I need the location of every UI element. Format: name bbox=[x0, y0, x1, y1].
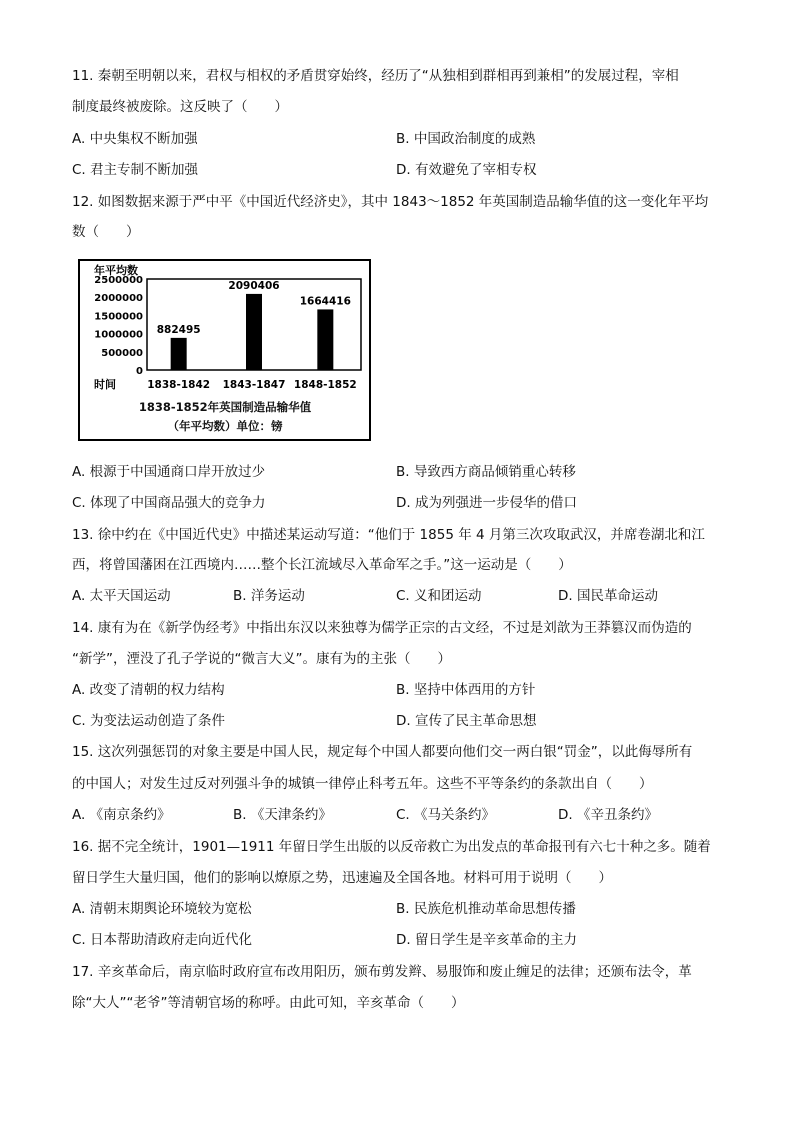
q11-stem-line1: 11. 秦朝至明朝以来，君权与相权的矛盾贯穿始终，经历了“从独相到群相再到兼相”的发展过程，宰相 bbox=[72, 68, 679, 84]
y-axis-title: 年平均数 bbox=[94, 264, 138, 277]
q15-option-a: A. 《南京条约》 bbox=[72, 807, 171, 823]
bar-value-label: 882495 bbox=[156, 323, 201, 336]
q12-stem-line2: 数（ ） bbox=[72, 224, 140, 240]
q12-stem-line1: 12. 如图数据来源于严中平《中国近代经济史》，其中 1843～1852 年英国制造品输华值的这一变化年平均 bbox=[72, 194, 709, 210]
q16-option-c: C. 日本帮助清政府走向近代化 bbox=[72, 932, 253, 948]
bar bbox=[246, 294, 262, 370]
q15-stem-line1: 15. 这次列强惩罚的对象主要是中国人民，规定每个中国人都要向他们交一两白银“罚金”，以此侮辱所有 bbox=[72, 744, 693, 760]
y-tick-label: 0 bbox=[136, 366, 143, 377]
bar-value-label: 2090406 bbox=[228, 279, 280, 292]
q13-option-b: B. 洋务运动 bbox=[233, 588, 305, 604]
q14-stem-line2: “新学”，湮没了孔子学说的“微言大义”。康有为的主张（ ） bbox=[72, 651, 451, 667]
q12-option-a: A. 根源于中国通商口岸开放过少 bbox=[72, 464, 266, 480]
q11-stem-line2: 制度最终被废除。这反映了（ ） bbox=[72, 99, 288, 115]
q13-option-c: C. 义和团运动 bbox=[396, 588, 482, 604]
bar-value-label: 1664416 bbox=[299, 295, 351, 308]
q16-stem-line2: 留日学生大量归国，他们的影响以燎原之势，迅速遍及全国各地。材料可用于说明（ ） bbox=[72, 870, 612, 886]
q14-option-a: A. 改变了清朝的权力结构 bbox=[72, 682, 225, 698]
q17-stem-line1: 17. 辛亥革命后，南京临时政府宣布改用阳历，颁布剪发辫、易服饰和废止缠足的法律；还颁布法令，革 bbox=[72, 964, 692, 980]
y-tick-label: 1000000 bbox=[94, 329, 143, 341]
q12-option-b: B. 导致西方商品倾销重心转移 bbox=[396, 464, 576, 480]
y-tick-label: 2500000 bbox=[94, 275, 143, 286]
q11-option-b: B. 中国政治制度的成熟 bbox=[396, 131, 536, 147]
q14-option-d: D. 宣传了民主革命思想 bbox=[396, 713, 537, 729]
q11-option-d: D. 有效避免了宰相专权 bbox=[396, 162, 537, 178]
q13-option-a: A. 太平天国运动 bbox=[72, 588, 171, 604]
q15-option-b: B. 《天津条约》 bbox=[233, 807, 332, 823]
q14-option-b: B. 坚持中体西用的方针 bbox=[396, 682, 536, 698]
y-tick-label: 500000 bbox=[101, 347, 143, 359]
q13-stem-line1: 13. 徐中约在《中国近代史》中描述某运动写道：“他们于 1855 年 4 月第三次攻取武汉，并席卷湖北和江 bbox=[72, 527, 705, 543]
q12-option-c: C. 体现了中国商品强大的竞争力 bbox=[72, 495, 266, 511]
chart-caption-line2: （年平均数）单位：镑 bbox=[167, 419, 283, 433]
bar-chart bbox=[78, 259, 371, 441]
bar bbox=[171, 338, 187, 370]
bar bbox=[317, 309, 333, 370]
q12-option-d: D. 成为列强进一步侵华的借口 bbox=[396, 495, 577, 511]
q13-option-d: D. 国民革命运动 bbox=[558, 588, 658, 604]
q13-stem-line2: 西，将曾国藩困在江西境内……整个长江流域尽入革命军之手。”这一运动是（ ） bbox=[72, 557, 572, 573]
q16-stem-line1: 16. 据不完全统计，1901—1911 年留日学生出版的以反帝救亡为出发点的革命报刊有六七十种之多。随着 bbox=[72, 839, 711, 855]
x-tick-label: 1838-1842 bbox=[147, 379, 211, 391]
y-tick-label: 2000000 bbox=[94, 293, 143, 305]
chart-caption-line1: 1838-1852年英国制造品输华值 bbox=[138, 400, 312, 414]
chart-plot bbox=[80, 261, 370, 411]
q11-option-a: A. 中央集权不断加强 bbox=[72, 131, 198, 147]
q17-stem-line2: 除“大人”“老爷”等清朝官场的称呼。由此可知，辛亥革命（ ） bbox=[72, 995, 465, 1011]
x-axis-title: 时间 bbox=[94, 378, 116, 391]
q14-option-c: C. 为变法运动创造了条件 bbox=[72, 713, 226, 729]
q15-stem-line2: 的中国人；对发生过反对列强斗争的城镇一律停止科考五年。这些不平等条约的条款出自（ ） bbox=[72, 776, 653, 792]
q14-stem-line1: 14. 康有为在《新学伪经考》中指出东汉以来独尊为儒学正宗的古文经，不过是刘歆为王莽篡汉而伪造的 bbox=[72, 620, 692, 636]
x-tick-label: 1848-1852 bbox=[293, 379, 357, 391]
q16-option-b: B. 民族危机推动革命思想传播 bbox=[396, 901, 576, 917]
q16-option-d: D. 留日学生是辛亥革命的主力 bbox=[396, 932, 577, 948]
q15-option-d: D. 《辛丑条约》 bbox=[558, 807, 658, 823]
q11-option-c: C. 君主专制不断加强 bbox=[72, 162, 199, 178]
y-tick-label: 1500000 bbox=[94, 311, 143, 323]
q15-option-c: C. 《马关条约》 bbox=[396, 807, 496, 823]
q16-option-a: A. 清朝末期舆论环境较为宽松 bbox=[72, 901, 252, 917]
x-tick-label: 1843-1847 bbox=[222, 379, 286, 391]
